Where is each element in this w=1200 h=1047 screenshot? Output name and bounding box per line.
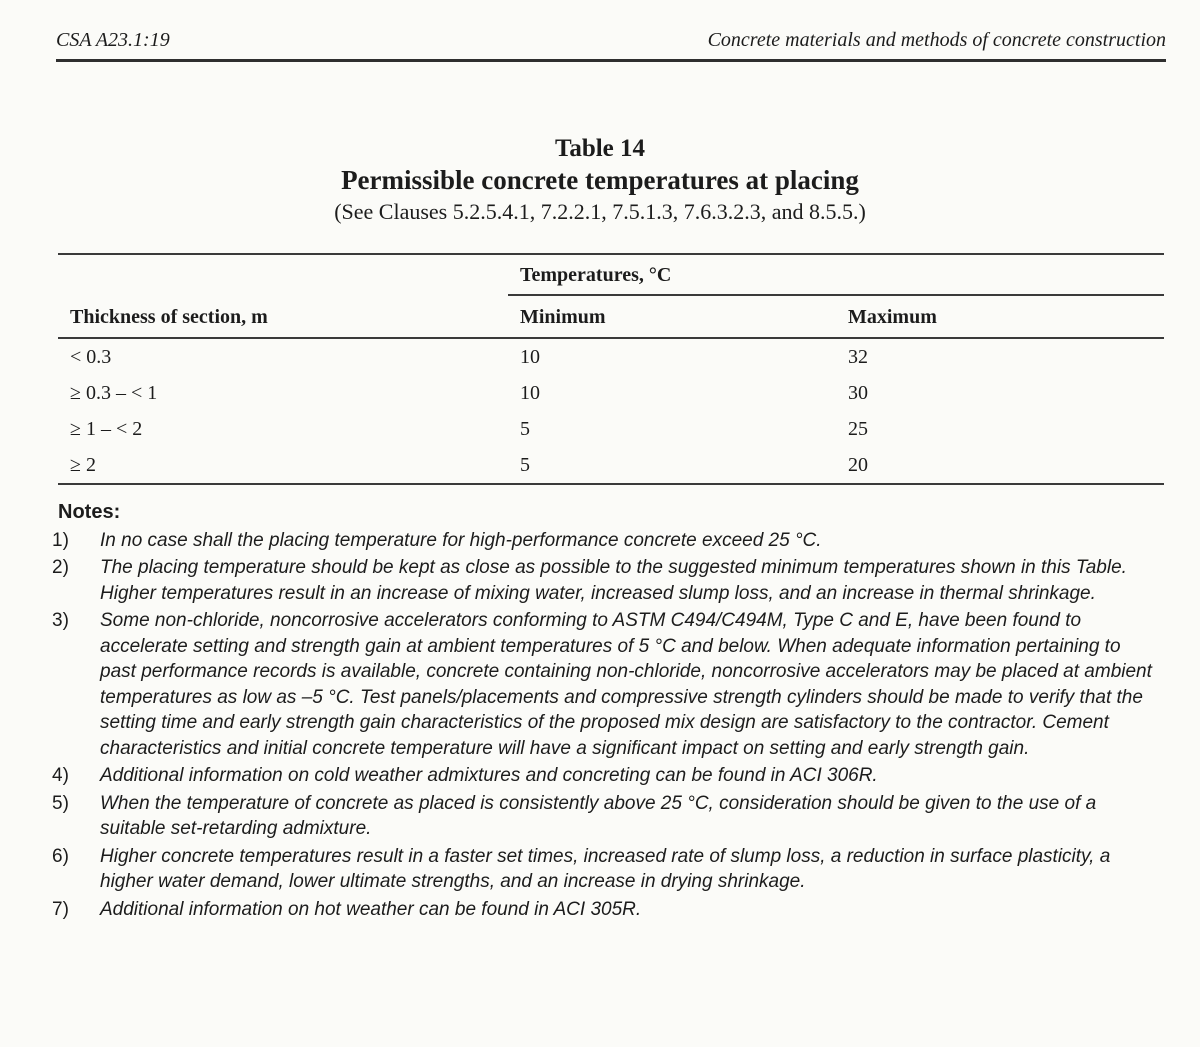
table-row	[58, 339, 1164, 375]
column-header-thickness: Thickness of section, m	[70, 305, 268, 328]
note-item	[52, 897, 1160, 923]
note-text: Some non-chloride, noncorrosive accelerators conforming to ASTM C494/C494M, Type C and E, have been found to accelerate setting and strength gain at ambient temperatures of 5 °C and below. When adequate information pertaining to past performance records is available, concrete containing non-chloride, noncorrosive accelerators may be placed at ambient temperatures as low as –5 °C. Test panels/placements and compressive strength cylinders should be made to verify that the setting time and early strength gain characteristics of the proposed mix design are satisfactory to the contractor. Cement characteristics and initial concrete temperature will have a significant impact on setting and early strength gain.	[100, 610, 1152, 759]
note-item	[52, 555, 1160, 606]
cell-minimum: 10	[520, 381, 540, 404]
note-item	[52, 844, 1160, 895]
note-item	[52, 608, 1160, 761]
notes-section	[52, 500, 1160, 923]
cell-thickness: < 0.3	[70, 345, 112, 368]
note-number: 5)	[52, 792, 69, 814]
notes-list	[52, 528, 1160, 923]
document-page	[0, 28, 1200, 1047]
table-row	[58, 375, 1164, 411]
cell-maximum: 20	[848, 453, 868, 476]
cell-minimum: 5	[520, 453, 530, 476]
column-header-minimum: Minimum	[520, 305, 606, 328]
group-header-temperatures: Temperatures, °C	[508, 255, 1164, 296]
note-text: Additional information on cold weather admixtures and concreting can be found in ACI 306R.	[100, 765, 878, 787]
note-item	[52, 763, 1160, 789]
note-text: When the temperature of concrete as placed is consistently above 25 °C, consideration should be given to the use of a suitable set-retarding admixture.	[100, 792, 1097, 840]
column-header-maximum: Maximum	[848, 305, 937, 328]
doc-code: CSA A23.1:19	[56, 29, 170, 51]
note-number: 1)	[52, 529, 69, 551]
cell-thickness: ≥ 0.3 – < 1	[70, 381, 158, 404]
note-item	[52, 528, 1160, 554]
cell-maximum: 32	[848, 345, 868, 368]
table-row	[58, 447, 1164, 483]
note-number: 6)	[52, 845, 69, 867]
table-caption	[0, 134, 1200, 226]
page-header	[56, 28, 1166, 62]
cell-thickness: ≥ 2	[70, 453, 96, 476]
note-item	[52, 791, 1160, 842]
cell-maximum: 30	[848, 381, 868, 404]
note-text: Higher concrete temperatures result in a faster set times, increased rate of slump loss, a reduction in surface plasticity, a higher water demand, lower ultimate strengths, and an increase in drying shrinkage.	[100, 845, 1111, 893]
note-number: 4)	[52, 765, 69, 787]
note-text: Additional information on hot weather can be found in ACI 305R.	[100, 898, 642, 920]
note-number: 7)	[52, 898, 69, 920]
empty-cell	[58, 255, 508, 296]
cell-minimum: 5	[520, 417, 530, 440]
doc-title: Concrete materials and methods of concrete construction	[707, 29, 1166, 51]
table-header-row	[58, 296, 1164, 339]
table-title: Permissible concrete temperatures at placing	[341, 165, 859, 195]
note-number: 3)	[52, 610, 69, 632]
table-number: Table 14	[554, 135, 646, 162]
cell-thickness: ≥ 1 – < 2	[70, 417, 143, 440]
table-row	[58, 411, 1164, 447]
notes-heading: Notes:	[58, 500, 121, 523]
note-number: 2)	[52, 557, 69, 579]
note-text: In no case shall the placing temperature for high-performance concrete exceed 25 °C.	[100, 529, 822, 551]
cell-maximum: 25	[848, 417, 868, 440]
temperatures-table	[58, 253, 1164, 485]
cell-minimum: 10	[520, 345, 540, 368]
table-clauses-reference: (See Clauses 5.2.5.4.1, 7.2.2.1, 7.5.1.3, 7.6.3.2.3, and 8.5.5.)	[334, 199, 866, 225]
note-text: The placing temperature should be kept as close as possible to the suggested minimum temperatures shown in this Table. Higher temperatures result in an increase of mixing water, increased slump loss, and an increase in thermal shrinkage.	[100, 557, 1127, 604]
table-group-header-row	[58, 255, 1164, 296]
